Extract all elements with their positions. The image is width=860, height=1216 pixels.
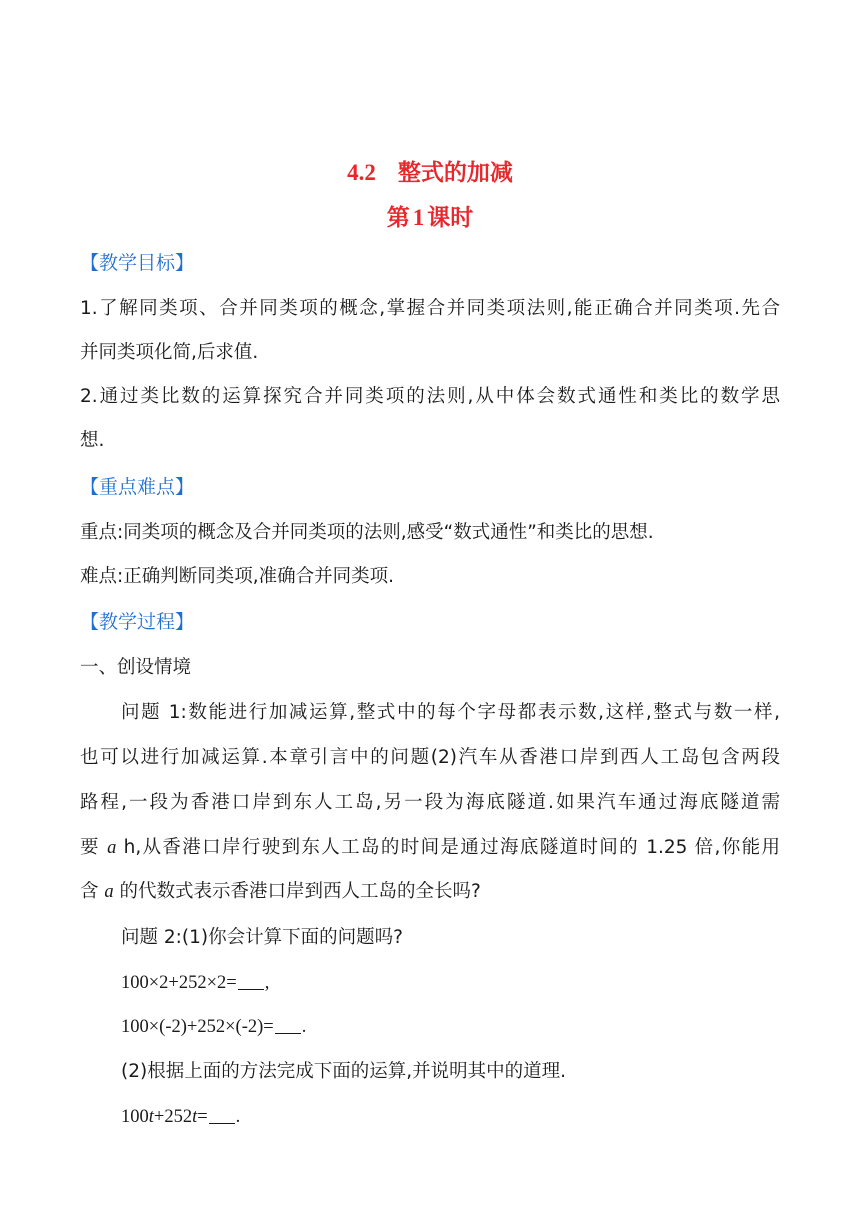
question-1-line: 路程,一段为香港口岸到东人工岛,另一段为海底隧道.如果汽车通过海底隧道需 — [80, 792, 780, 813]
answer-blank — [238, 971, 264, 990]
section-number: 4.2 — [347, 160, 376, 185]
answer-blank — [275, 1015, 301, 1034]
objective-line: 想. — [80, 430, 105, 451]
variable-a: a — [107, 838, 117, 858]
question-1-line: 含 a 的代数式表示香港口岸到西人工岛的全长吗? — [80, 881, 481, 902]
section-title: 整式的加减 — [397, 160, 513, 186]
process-heading: 一、创设情境 — [80, 657, 192, 678]
question-1-line: 要 a h,从香港口岸行驶到东人工岛的时间是通过海底隧道时间的 1.25 倍,你能用 — [80, 837, 780, 858]
expression-1: 100×2+252×2= , — [121, 973, 270, 993]
lesson-subtitle: 第 1 课时 — [386, 205, 474, 231]
keypoint-focus: 重点:同类项的概念及合并同类项的法则,感受“数式通性”和类比的思想. — [80, 522, 654, 543]
expression-3: 100t+252t= . — [121, 1107, 241, 1127]
question-1-line: 也可以进行加减运算.本章引言中的问题(2)汽车从香港口岸到西人工岛包含两段 — [80, 747, 780, 768]
variable-a: a — [104, 882, 114, 902]
objective-line: 并同类项化简,后求值. — [80, 342, 259, 363]
keypoint-difficulty: 难点:正确判断同类项,准确合并同类项. — [80, 566, 394, 587]
objective-line: 1.了解同类项、合并同类项的概念,掌握合并同类项法则,能正确合并同类项.先合 — [80, 298, 780, 319]
section-heading-objectives: 【教学目标】 — [80, 252, 195, 274]
section-heading-process: 【教学过程】 — [80, 611, 195, 633]
expression-2: 100×(-2)+252×(-2)= . — [121, 1017, 307, 1037]
section-heading-keypoints: 【重点难点】 — [80, 476, 195, 498]
question-1-line: 问题 1:数能进行加减运算,整式中的每个字母都表示数,这样,整式与数一样, — [121, 702, 780, 723]
question-2-line: 问题 2:(1)你会计算下面的问题吗? — [121, 927, 403, 948]
page-title — [0, 158, 860, 188]
answer-blank — [209, 1105, 235, 1124]
question-2-line: (2)根据上面的方法完成下面的运算,并说明其中的道理. — [121, 1061, 566, 1082]
objective-line: 2.通过类比数的运算探究合并同类项的法则,从中体会数式通性和类比的数学思 — [80, 386, 780, 407]
